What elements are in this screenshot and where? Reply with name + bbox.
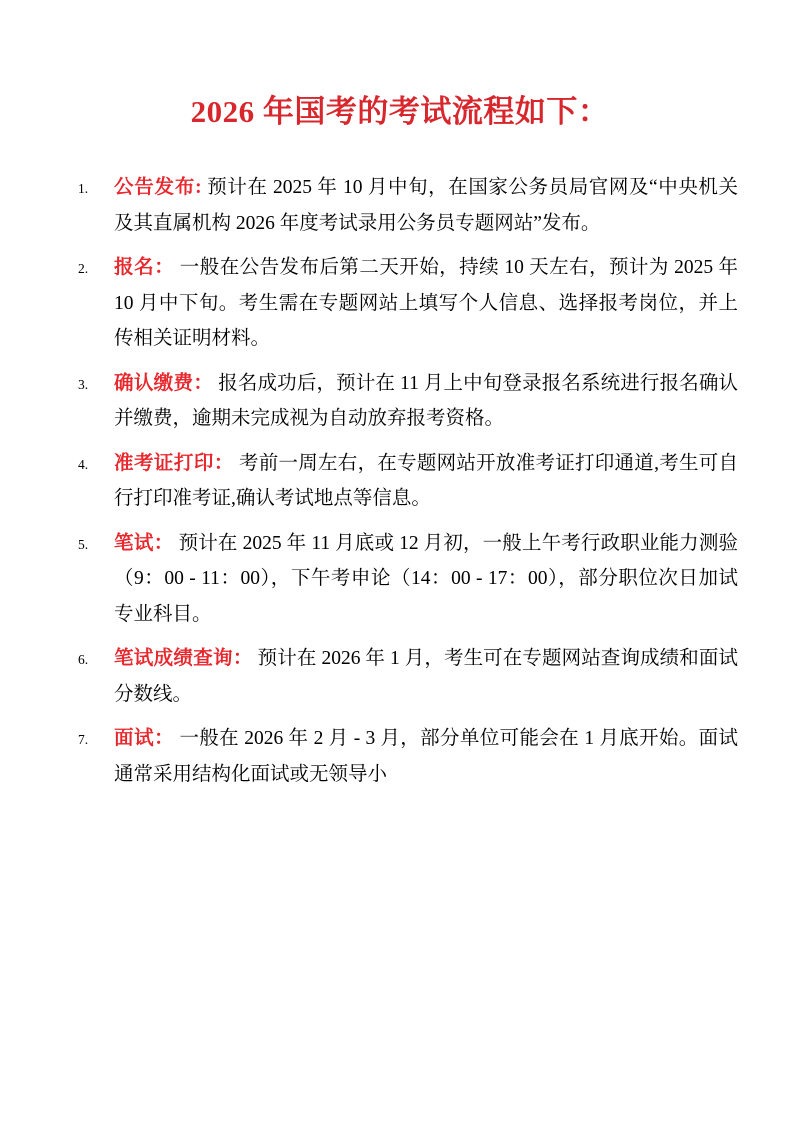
step-text: 一般在公告发布后第二天开始，持续 10 天左右，预计为 2025 年 10 月中下旬。考生需在专题网站上填写个人信息、选择报考岗位，并上传相关证明材料。 [114,257,738,350]
list-item [62,721,738,792]
list-item [62,366,738,437]
step-term: 确认缴费： [114,372,214,394]
step-term: 准考证打印： [114,452,234,474]
step-text: 预计在 2025 年 10 月中旬，在国家公务员局官网及“中央机关及其直属机构 2026 年度考试录用公务员专题网站”发布。 [114,177,739,234]
step-text: 报名成功后，预计在 11 月上中旬登录报名系统进行报名确认并缴费，逾期未完成视为自动放弃报考资格。 [114,372,738,430]
step-text: 考前一周左右，在专题网站开放准考证打印通道,考生可自行打印准考证,确认考试地点等信息。 [114,452,739,510]
step-term: 笔试： [114,532,174,554]
step-term: 面试： [114,728,175,750]
list-item [62,641,738,712]
list-item [62,250,738,356]
step-term: 笔试成绩查询： [114,648,253,670]
list-item [62,446,738,517]
step-term: 公告发布: [114,177,202,199]
list-item [62,526,738,632]
step-term: 报名： [114,257,175,279]
page-title: 2026 年国考的考试流程如下： [190,94,610,129]
step-text: 预计在 2026 年 1 月，考生可在专题网站查询成绩和面试分数线。 [114,648,738,705]
step-text: 预计在 2025 年 11 月底或 12 月初，一般上午考行政职业能力测验（9：00 - 11：00），下午考申论（14：00 - 17：00），部分职位次日加试专业科目。 [114,532,738,625]
step-text: 一般在 2026 年 2 月 - 3 月，部分单位可能会在 1 月底开始。面试通常采用结构化面试或无领导小 [114,728,739,785]
exam-process-list [62,170,738,792]
list-item [62,170,738,241]
